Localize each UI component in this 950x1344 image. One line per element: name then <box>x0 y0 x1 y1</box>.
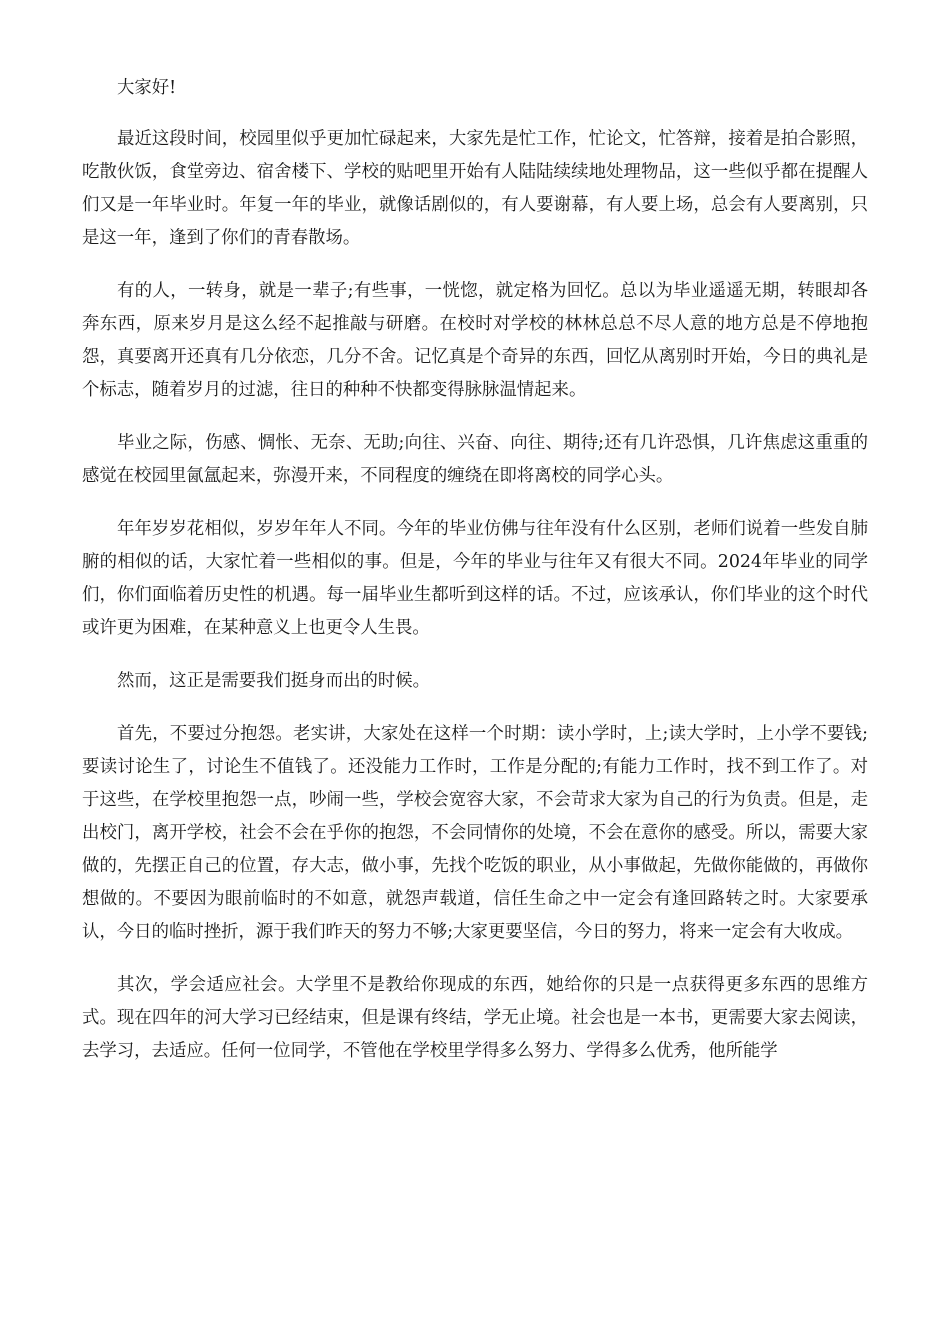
paragraph-emotions: 毕业之际，伤感、惆怅、无奈、无助;向往、兴奋、向往、期待;还有几许恐惧，几许焦虑这重重的感觉在校园里氤氲起来，弥漫开来，不同程度的缠绕在即将离校的同学心头。 <box>82 433 868 486</box>
paragraph-this-year: 年年岁岁花相似，岁岁年年人不同。今年的毕业仿佛与往年没有什么区别，老师们说着一些发自肺腑的相似的话，大家忙着一些相似的事。但是，今年的毕业与往年又有很大不同。2024年毕业的同学们，你们面临着历史性的机遇。每一届毕业生都听到这样的话。不过，应该承认，你们毕业的这个时代或许更为困难，在某种意义上也更令人生畏。 <box>82 519 868 638</box>
paragraph-step-up: 然而，这正是需要我们挺身而出的时候。 <box>117 671 431 691</box>
paragraph-graduation-season: 最近这段时间，校园里似乎更加忙碌起来，大家先是忙工作，忙论文，忙答辩，接着是拍合影照，吃散伙饭，食堂旁边、宿舍楼下、学校的贴吧里开始有人陆陆续续地处理物品，这一些似乎都在提醒人们又是一年毕业时。年复一年的毕业，就像话剧似的，有人要谢幕，有人要上场，总会有人要离别，只是这一年，逢到了你们的青春散场。 <box>82 129 868 248</box>
greeting-paragraph: 大家好! <box>117 78 177 98</box>
paragraph-memories: 有的人，一转身，就是一辈子;有些事，一恍惚，就定格为回忆。总以为毕业遥遥无期，转眼却各奔东西，原来岁月是这么经不起推敲与研磨。在校时对学校的林林总总不尽人意的地方总是不停地抱怨，真要离开还真有几分依恋，几分不舍。记忆真是个奇异的东西，回忆从离别时开始，今日的典礼是个标志，随着岁月的过滤，往日的种种不快都变得脉脉温情起来。 <box>82 281 868 400</box>
paragraph-first-point: 首先，不要过分抱怨。老实讲，大家处在这样一个时期：读小学时，上;读大学时，上小学不要钱;要读讨论生了，讨论生不值钱了。还没能力工作时，工作是分配的;有能力工作时，找不到工作了。对于这些，在学校里抱怨一点，吵闹一些，学校会宽容大家，不会苛求大家为自己的行为负责。但是，走出校门，离开学校，社会不会在乎你的抱怨，不会同情你的处境，不会在意你的感受。所以，需要大家做的，先摆正自己的位置，存大志，做小事，先找个吃饭的职业，从小事做起，先做你能做的，再做你想做的。不要因为眼前临时的不如意，就怨声载道，信任生命之中一定会有逢回路转之时。大家要承认，今日的临时挫折，源于我们昨天的努力不够;大家更要坚信，今日的努力，将来一定会有大收成。 <box>82 724 868 942</box>
paragraph-second-point: 其次，学会适应社会。大学里不是教给你现成的东西，她给你的只是一点获得更多东西的思维方式。现在四年的河大学习已经结束，但是课有终结，学无止境。社会也是一本书，更需要大家去阅读，去学习，去适应。任何一位同学，不管他在学校里学得多么努力、学得多么优秀，他所能学 <box>82 975 868 1061</box>
document-body <box>82 72 868 1088</box>
